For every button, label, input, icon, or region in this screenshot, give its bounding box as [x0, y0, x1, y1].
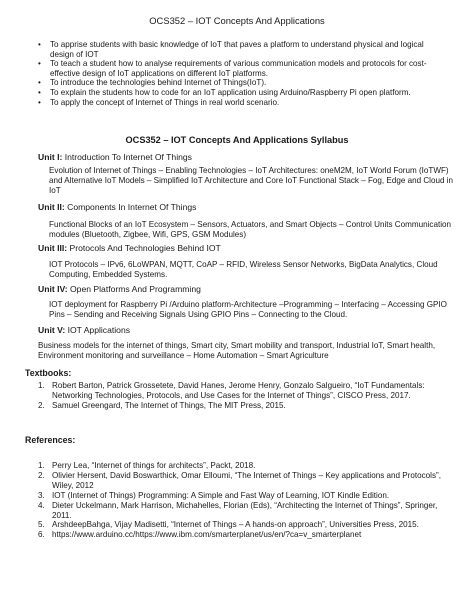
list-item: • To explain the students how to code for an IoT application using Arduino/Raspberry Pi open platform.	[38, 88, 448, 98]
unit-5-content: Business models for the internet of things, Smart city, Smart mobility and transport, Industrial IoT, Smart health, Environment monitoring and surveillance – Home Automation – Smart Agriculture	[38, 341, 436, 361]
list-item: • To teach a student how to analyse requirements of various communication models and protocols for cost-effective design of IoT applications on different IoT platforms.	[38, 59, 448, 78]
unit-title: Protocols And Technologies Behind IOT	[69, 243, 221, 253]
unit-2-heading	[38, 202, 196, 213]
unit-4-heading	[38, 284, 201, 295]
unit-label: Unit I:	[38, 152, 63, 162]
reference-text: Perry Lea, “Internet of things for architects”, Packt, 2018.	[52, 461, 256, 470]
unit-label: Unit III:	[38, 243, 68, 253]
list-item: 4. Dieter Uckelmann, Mark Harrison, Michahelles, Florian (Eds), “Architecting the Internet of Things”, Springer, 2011.	[38, 500, 438, 520]
list-item: • To apprise students with basic knowledge of IoT that paves a platform to understand physical and logical design of IOT	[38, 40, 448, 59]
references-list	[38, 461, 448, 540]
list-item: 1. Perry Lea, “Internet of things for architects”, Packt, 2018.	[38, 461, 256, 470]
unit-title: Introduction To Internet Of Things	[64, 152, 192, 162]
list-item: 2. Olivier Hersent, David Boswarthick, Omar Elloumi, “The Internet of Things – Key applications and Protocols”, Wiley, 2012	[38, 470, 441, 490]
reference-link[interactable]: https://www.arduino.cc/https://www.ibm.com/smarterplanet/us/en/?ca=v_smarterplanet	[52, 530, 362, 540]
list-item: 2. Samuel Greengard, The Internet of Things, The MIT Press, 2015.	[38, 400, 286, 410]
unit-title: Components In Internet Of Things	[67, 202, 197, 212]
unit-3-content: IOT Protocols – IPv6, 6LoWPAN, MQTT, CoAP – RFID, Wireless Sensor Networks, BigData Analytics, Cloud Computing, Embedded Systems.	[49, 260, 438, 280]
unit-1-content: Evolution of Internet of Things – Enabling Technologies – IoT Architectures: oneM2M, IoT World Forum (IoTWF) and Alternative IoT Models – Simplified IoT Architecture and Core IoT Functional Stack – Fog, Edge and Cloud in IoT	[49, 166, 454, 196]
unit-4-content: IOT deployment for Raspberry Pi /Arduino platform-Architecture –Programming – Interfacing – Accessing GPIO Pins – Sending and Receiving Signals Using GPIO Pins – Connecting to the Cloud.	[49, 300, 447, 320]
unit-5-heading	[38, 325, 130, 336]
textbooks-heading: Textbooks:	[25, 368, 72, 378]
references-heading: References:	[25, 435, 76, 445]
unit-label: Unit II:	[38, 202, 65, 212]
unit-1-heading	[38, 152, 192, 163]
document-title: OCS352 – IOT Concepts And Applications	[149, 15, 325, 26]
syllabus-title: OCS352 – IOT Concepts And Applications Syllabus	[125, 135, 349, 145]
list-item: 1. Robert Barton, Patrick Grossetete, David Hanes, Jerome Henry, Gonzalo Salgueiro, “IoT Fundamentals: Networking Technologies, Protocols, and Use Cases for the Internet of Things”, CISCO Press, 2017.	[38, 381, 425, 400]
reference-text: Olivier Hersent, David Boswarthick, Omar Elloumi, “The Internet of Things – Key applications and Protocols”, Wiley, 2012	[52, 470, 441, 490]
textbook-text: Samuel Greengard, The Internet of Things, The MIT Press, 2015.	[52, 400, 286, 410]
list-item: 3. IOT (Internet of Things) Programming: A Simple and Fast Way of Learning, IOT Kindle Edition.	[38, 490, 390, 500]
list-item: • To apply the concept of Internet of Things in real world scenario.	[38, 98, 448, 108]
textbooks-list	[38, 381, 448, 411]
objectives-list	[38, 40, 448, 107]
unit-title: Open Platforms And Programming	[70, 284, 201, 294]
reference-text: Dieter Uckelmann, Mark Harrison, Michahelles, Florian (Eds), “Architecting the Internet of Things”, Springer, 2011.	[52, 500, 438, 520]
list-item[interactable]: 6. https://www.arduino.cc/https://www.ibm.com/smarterplanet/us/en/?ca=v_smarterplanet	[38, 530, 362, 540]
textbook-text: Robert Barton, Patrick Grossetete, David Hanes, Jerome Henry, Gonzalo Salgueiro, “IoT Fundamentals: Networking Technologies, Protocols, and Use Cases for the Internet of Things”, CISCO Press, 2017.	[52, 381, 425, 400]
unit-3-heading	[38, 243, 221, 254]
unit-title: IOT Applications	[67, 325, 131, 335]
unit-label: Unit V:	[38, 325, 66, 335]
reference-text: ArshdeepBahga, Vijay Madisetti, “Internet of Things – A hands-on approach”, Universities Press, 2015.	[52, 520, 419, 530]
unit-label: Unit IV:	[38, 284, 68, 294]
unit-2-content: Functional Blocks of an IoT Ecosystem – Sensors, Actuators, and Smart Objects – Control Units Communication modules (Bluetooth, Zigbee, Wifi, GPS, GSM Modules)	[49, 220, 452, 240]
reference-text: IOT (Internet of Things) Programming: A Simple and Fast Way of Learning, IOT Kindle Edition.	[52, 490, 390, 500]
list-item: • To introduce the technologies behind Internet of Things(IoT).	[38, 78, 448, 88]
list-item: 5. ArshdeepBahga, Vijay Madisetti, “Internet of Things – A hands-on approach”, Universities Press, 2015.	[38, 520, 419, 530]
